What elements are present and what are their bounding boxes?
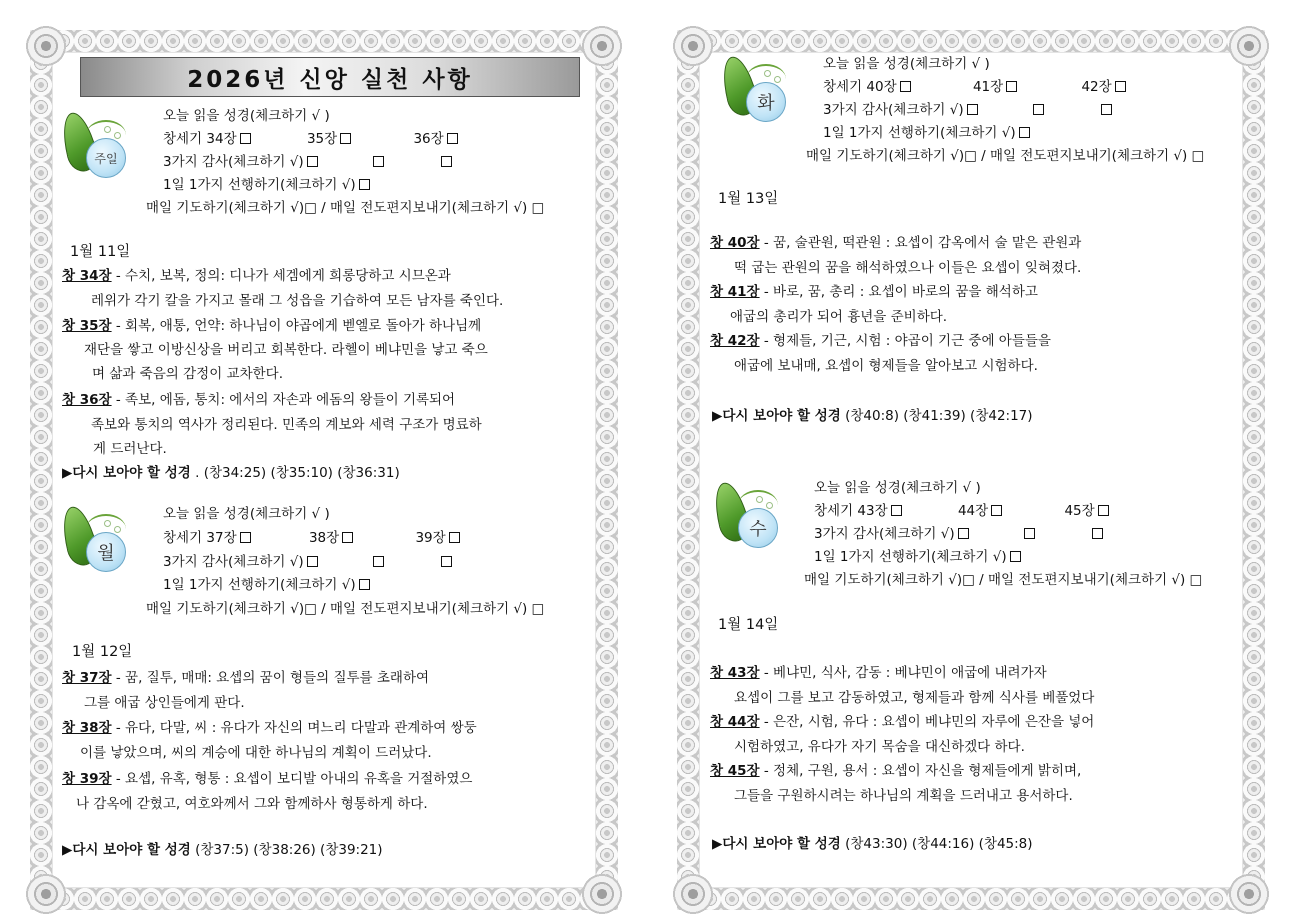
checkbox[interactable] bbox=[240, 133, 251, 144]
chapter-entry: 창 40장 - 꿈, 술관원, 떡관원 : 요셉이 감옥에서 술 맡은 관원과 bbox=[710, 235, 1082, 251]
checkbox[interactable] bbox=[359, 179, 370, 190]
checkbox[interactable] bbox=[449, 532, 460, 543]
entry-line: 그를 애굽 상인들에게 판다. bbox=[84, 695, 245, 711]
lace-border-top bbox=[677, 30, 1265, 52]
corner-flower-icon bbox=[24, 872, 68, 916]
entry-line: 떡 굽는 관원의 꿈을 해석하였으나 이들은 요셉이 잊혀졌다. bbox=[734, 260, 1082, 276]
checkbox[interactable] bbox=[340, 133, 351, 144]
entry-line: 그들을 구원하시려는 하나님의 계획을 드러내고 용서하다. bbox=[734, 788, 1073, 804]
checkbox[interactable] bbox=[958, 528, 969, 539]
read-label: 오늘 읽을 성경(체크하기 √ ) bbox=[823, 56, 990, 72]
review-verses: ▶다시 보아야 할 성경 (창43:30) (창44:16) (창45:8) bbox=[712, 836, 1033, 852]
checkbox[interactable] bbox=[1098, 505, 1109, 516]
daily-check-line: 매일 기도하기(체크하기 √)□ / 매일 전도편지보내기(체크하기 √) □ bbox=[806, 148, 1205, 164]
corner-flower-icon bbox=[671, 24, 715, 68]
checkbox[interactable] bbox=[441, 156, 452, 167]
chapter-entry: 창 42장 - 형제들, 기근, 시험 : 야곱이 기근 중에 아들들을 bbox=[710, 333, 1051, 349]
thanks-checks: 3가지 감사(체크하기 √) bbox=[163, 550, 452, 570]
corner-flower-icon bbox=[580, 24, 624, 68]
entry-line: 애굽의 총리가 되어 흉년을 준비하다. bbox=[730, 309, 948, 325]
entry-line: 레위가 각기 칼을 가지고 몰래 그 성읍을 기습하여 모든 남자를 죽인다. bbox=[91, 293, 504, 309]
lace-border-left bbox=[677, 30, 699, 910]
lily-badge-icon bbox=[724, 56, 794, 128]
lace-border-top bbox=[30, 30, 618, 52]
corner-flower-icon bbox=[1227, 872, 1271, 916]
checkbox[interactable] bbox=[1092, 528, 1103, 539]
entry-line: 요셉이 그를 보고 감동하였고, 형제들과 함께 식사를 베풀었다 bbox=[734, 690, 1095, 706]
corner-flower-icon bbox=[580, 872, 624, 916]
lace-border-right bbox=[1243, 30, 1265, 910]
day-badge: 주일 bbox=[86, 138, 126, 178]
entry-line: 게 드러난다. bbox=[93, 441, 167, 457]
daily-check-line: 매일 기도하기(체크하기 √)□ / 매일 전도편지보내기(체크하기 √) □ bbox=[146, 200, 545, 216]
checkbox[interactable] bbox=[307, 556, 318, 567]
thanks-checks: 3가지 감사(체크하기 √) bbox=[814, 522, 1103, 542]
date-label: 1월 14일 bbox=[718, 617, 779, 633]
review-verses: ▶다시 보아야 할 성경 . (창34:25) (창35:10) (창36:31) bbox=[62, 465, 400, 481]
good-deed-check: 1일 1가지 선행하기(체크하기 √) bbox=[823, 121, 1030, 141]
checkbox[interactable] bbox=[1019, 127, 1030, 138]
checkbox[interactable] bbox=[1006, 81, 1017, 92]
checkbox[interactable] bbox=[359, 579, 370, 590]
lace-border-left bbox=[30, 30, 52, 910]
thanks-checks: 3가지 감사(체크하기 √) bbox=[163, 150, 452, 170]
lily-badge-icon bbox=[64, 112, 134, 184]
checkbox[interactable] bbox=[307, 156, 318, 167]
good-deed-check: 1일 1가지 선행하기(체크하기 √) bbox=[163, 173, 370, 193]
corner-flower-icon bbox=[1227, 24, 1271, 68]
chapter-entry: 창 45장 - 정체, 구원, 용서 : 요셉이 자신을 형제들에게 밝히며, bbox=[710, 763, 1082, 779]
chapter-entry: 창 39장 - 요셉, 유혹, 형통 : 요셉이 보디발 아내의 유혹을 거절하였으 bbox=[62, 771, 473, 787]
lace-border-right bbox=[596, 30, 618, 910]
lace-border-bottom bbox=[30, 888, 618, 910]
chapter-entry: 창 44장 - 은잔, 시험, 유다 : 요셉이 베냐민의 자루에 은잔을 넣어 bbox=[710, 714, 1095, 730]
page-title: 2026년 신앙 실천 사항 bbox=[80, 57, 580, 97]
good-deed-check: 1일 1가지 선행하기(체크하기 √) bbox=[163, 573, 370, 593]
chapter-checks: 창세기 37장 38장 39장 bbox=[163, 526, 460, 546]
chapter-entry: 창 34장 - 수치, 보복, 정의: 디나가 세겜에게 희롱당하고 시므온과 bbox=[62, 268, 451, 284]
checkbox[interactable] bbox=[900, 81, 911, 92]
chapter-entry: 창 43장 - 베냐민, 식사, 감동 : 베냐민이 애굽에 내려가자 bbox=[710, 665, 1047, 681]
chapter-entry: 창 41장 - 바로, 꿈, 총리 : 요셉이 바로의 꿈을 해석하고 bbox=[710, 284, 1038, 300]
lily-badge-icon bbox=[64, 506, 134, 578]
chapter-checks: 창세기 43장 44장 45장 bbox=[814, 499, 1109, 519]
day-badge: 수 bbox=[738, 508, 778, 548]
checkbox[interactable] bbox=[342, 532, 353, 543]
day-badge: 월 bbox=[86, 532, 126, 572]
checkbox[interactable] bbox=[373, 156, 384, 167]
read-label: 오늘 읽을 성경(체크하기 √ ) bbox=[163, 108, 330, 124]
chapter-entry: 창 36장 - 족보, 에돔, 통치: 에서의 자손과 에돔의 왕들이 기록되어 bbox=[62, 392, 456, 408]
chapter-entry: 창 38장 - 유다, 다말, 씨 : 유다가 자신의 며느리 다말과 관계하여 쌍둥 bbox=[62, 720, 477, 736]
entry-line: 이를 낳았으며, 씨의 계승에 대한 하나님의 계획이 드러났다. bbox=[80, 745, 432, 761]
checkbox[interactable] bbox=[1033, 104, 1044, 115]
daily-check-line: 매일 기도하기(체크하기 √)□ / 매일 전도편지보내기(체크하기 √) □ bbox=[146, 601, 545, 617]
checkbox[interactable] bbox=[1024, 528, 1035, 539]
date-label: 1월 11일 bbox=[70, 244, 131, 260]
checkbox[interactable] bbox=[441, 556, 452, 567]
thanks-checks: 3가지 감사(체크하기 √) bbox=[823, 98, 1112, 118]
lace-border-bottom bbox=[677, 888, 1265, 910]
read-label: 오늘 읽을 성경(체크하기 √ ) bbox=[163, 506, 330, 522]
entry-line: 시험하였고, 유다가 자기 목숨을 대신하겠다 하다. bbox=[734, 739, 1025, 755]
checkbox[interactable] bbox=[240, 532, 251, 543]
checkbox[interactable] bbox=[1010, 551, 1021, 562]
lily-badge-icon bbox=[716, 482, 786, 554]
entry-line: 나 감옥에 갇혔고, 여호와께서 그와 함께하사 형통하게 하다. bbox=[76, 796, 428, 812]
checkbox[interactable] bbox=[447, 133, 458, 144]
date-label: 1월 12일 bbox=[72, 644, 133, 660]
review-verses: ▶다시 보아야 할 성경 (창40:8) (창41:39) (창42:17) bbox=[712, 408, 1033, 424]
entry-line: 재단을 쌓고 이방신상을 버리고 회복한다. 라헬이 베냐민을 낳고 죽으 bbox=[84, 342, 488, 358]
review-verses: ▶다시 보아야 할 성경 (창37:5) (창38:26) (창39:21) bbox=[62, 842, 383, 858]
checkbox[interactable] bbox=[967, 104, 978, 115]
chapter-checks: 창세기 40장 41장 42장 bbox=[823, 75, 1126, 95]
good-deed-check: 1일 1가지 선행하기(체크하기 √) bbox=[814, 545, 1021, 565]
corner-flower-icon bbox=[671, 872, 715, 916]
checkbox[interactable] bbox=[1115, 81, 1126, 92]
corner-flower-icon bbox=[24, 24, 68, 68]
checkbox[interactable] bbox=[373, 556, 384, 567]
checkbox[interactable] bbox=[1101, 104, 1112, 115]
chapter-entry: 창 37장 - 꿈, 질투, 매매: 요셉의 꿈이 형들의 질투를 초래하여 bbox=[62, 670, 430, 686]
checkbox[interactable] bbox=[891, 505, 902, 516]
entry-line: 애굽에 보내매, 요셉이 형제들을 알아보고 시험하다. bbox=[734, 358, 1038, 374]
checkbox[interactable] bbox=[991, 505, 1002, 516]
entry-line: 며 삶과 죽음의 감정이 교차한다. bbox=[92, 366, 283, 382]
chapter-entry: 창 35장 - 회복, 애통, 언약: 하나님이 야곱에게 벧엘로 돌아가 하나님께 bbox=[62, 318, 482, 334]
read-label: 오늘 읽을 성경(체크하기 √ ) bbox=[814, 480, 981, 496]
entry-line: 족보와 통치의 역사가 정리된다. 민족의 계보와 세력 구조가 명료하 bbox=[91, 417, 482, 433]
chapter-checks: 창세기 34장 35장 36장 bbox=[163, 127, 458, 147]
daily-check-line: 매일 기도하기(체크하기 √)□ / 매일 전도편지보내기(체크하기 √) □ bbox=[804, 572, 1203, 588]
date-label: 1월 13일 bbox=[718, 191, 779, 207]
day-badge: 화 bbox=[746, 82, 786, 122]
